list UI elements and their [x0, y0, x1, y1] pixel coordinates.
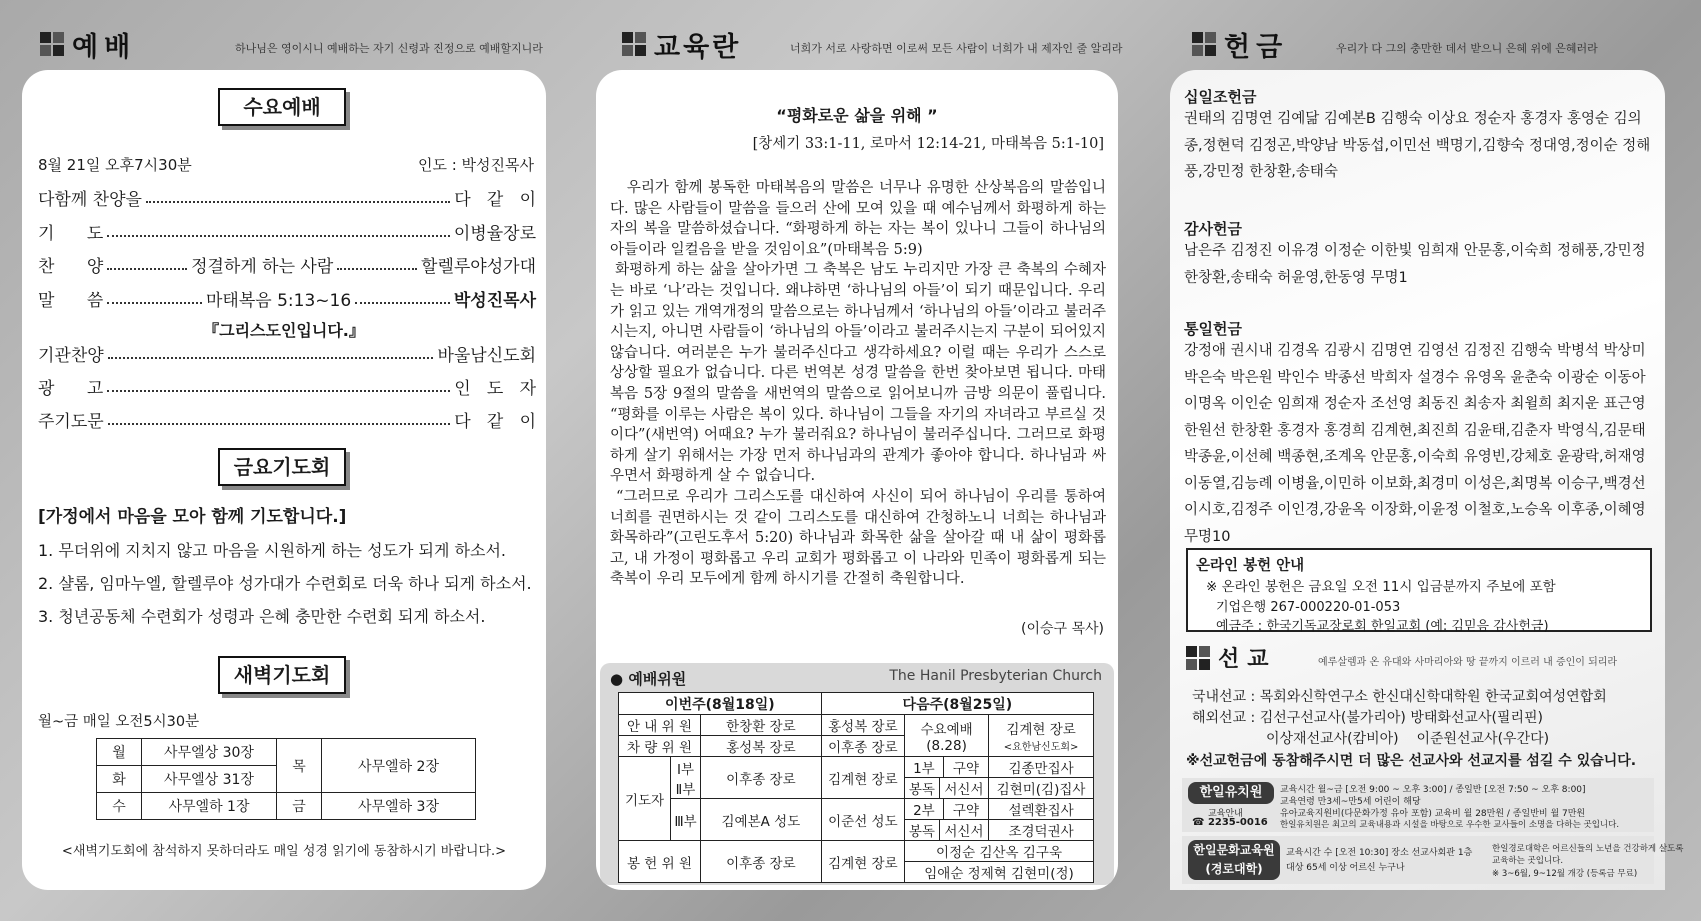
order-row: 찬 양 정결하게 하는 사람 할렐루야성가대 — [38, 256, 536, 277]
article-title: “평화로운 삶을 위해 ” — [776, 106, 938, 125]
mission-header: 선교 — [1186, 642, 1277, 673]
bullet-icon: ● — [610, 670, 629, 688]
section-square-icon — [40, 32, 64, 56]
online-note: ※ 온라인 봉헌은 금요일 오전 11시 입금분까지 주보에 포함 — [1206, 579, 1556, 595]
kindergarten-sub: 교육안내 — [1208, 809, 1243, 819]
thanks-title: 감사헌금 — [1184, 220, 1242, 238]
kindergarten-line: 교육시간 월~금 [오전 9:00 ~ 오후 3:00] / 종일반 [오전 7:50 ~ 오후 8:00] — [1280, 785, 1586, 795]
domestic-mission: 국내선교 : 목회와신학연구소 한신대신학대학원 한국교회여성연합회 — [1192, 689, 1607, 705]
online-title: 온라인 봉헌 안내 — [1196, 558, 1305, 574]
worship-panel — [22, 70, 546, 890]
senior-badge: 한일문화교육원 (경로대학) — [1188, 840, 1280, 880]
senior-line: 교육시간 수 [오전 10:30] 장소 선교사회관 1층 — [1286, 848, 1473, 858]
section-verse: 너희가 서로 사랑하면 이로써 모든 사람이 너희가 내 제자인 줄 알리라 — [790, 42, 1123, 55]
kindergarten-line: 유아교육지원비(다문화가정 유아 포함) 교육비 월 28만원 / 종일반비 월 7만원 — [1280, 809, 1586, 819]
senior-note: ※ 3~6월, 9~12월 개강 (등록금 무료) — [1492, 869, 1638, 879]
wed-date: 8월 21일 오후7시30분 — [38, 156, 192, 174]
unity-names: 강정애 권시내 김경옥 김광시 김명연 김영선 김정진 김행숙 박병석 박상미 박은숙 박은원 박인수 박종선 박희자 설경수 유영옥 윤춘숙 이광순 이동아 이명옥 이인순 임희재 정순자 조선영 최동진 최송자 최윌희 최지운 표근영 한원선 한창환 홍경자 홍경희 김계현,최진희 김윤태,김춘자 박영식,김문태 박종윤,이선혜 백종현,조계옥 안문홍,이숙희 유영빈,강체호 윤광락,허재영 이동열,김능례 이병율,이민하 이보화,최경미 이성은,최명복 이승구,백경선 이시호,김정주 이인경,강윤옥 이장화,이윤정 이철호,노승옥 이후종,이혜영 무명10 — [1184, 343, 1646, 545]
section-verse: 우리가 다 그의 충만한 데서 받으니 은혜 위에 은혜러라 — [1336, 42, 1598, 55]
order-row: 기 도 이병율장로 — [38, 223, 536, 244]
section-title: 교육란 — [654, 31, 742, 63]
article-scripture: [창세기 33:1-11, 로마서 12:14-21, 마태복음 5:1-10] — [752, 136, 1104, 152]
fri-prayer-title: 금요기도회 — [218, 448, 346, 486]
article-author: (이승구 목사) — [1021, 621, 1104, 637]
mission-verse: 예루살렘과 온 유대와 사마리아와 땅 끝까지 이르러 내 증인이 되리라 — [1318, 657, 1618, 668]
thanks-names: 남은주 김정진 이유경 이정순 이한빛 임희재 안문홍,이숙희 정해풍,강민정 한창환,송태숙 허윤영,한동영 무명1 — [1184, 243, 1646, 286]
wed-leader: 인도 : 박성진목사 — [417, 156, 534, 174]
fri-heading: [가정에서 마음을 모아 함께 기도합니다.] — [38, 507, 347, 527]
section-square-icon — [622, 32, 646, 56]
kindergarten-badge: 한일유치원 — [1188, 782, 1274, 804]
mission-note: ※선교헌금에 동참해주시면 더 많은 선교사와 선교지를 섬길 수 있습니다. — [1186, 753, 1637, 769]
section-title: 헌금 — [1224, 31, 1289, 63]
church-name: The Hanil Presbyterian Church — [889, 668, 1102, 684]
order-row: 말 씀 마태복음 5:13~16 박성진목사 — [38, 290, 536, 311]
offering-header — [1192, 24, 1288, 64]
education-header — [622, 24, 741, 64]
wed-service-title: 수요예배 — [218, 88, 346, 126]
prayer-item: 2. 샬롬, 임마누엘, 할렐루야 성가대가 수련회로 더욱 하나 되게 하소서. — [38, 574, 532, 593]
senior-note: 한일경로대학은 어르신들의 노년을 건강하게 살도록 — [1492, 844, 1684, 854]
order-row: 주기도문 다 같 이 — [38, 411, 536, 432]
account-holder: 예금주 : 한국기독교장로회 한일교회 (예: 김믿음 감사헌금) — [1216, 619, 1549, 634]
section-square-icon — [1192, 32, 1216, 56]
dawn-note: <새벽기도회에 참석하지 못하더라도 매일 성경 읽기에 동참하시기 바랍니다.> — [61, 844, 507, 859]
prayer-item: 3. 청년공동체 수련회가 성령과 은혜 충만한 수련회 되게 하소서. — [38, 607, 486, 626]
prayer-item: 1. 무더위에 지치지 않고 마음을 시원하게 하는 성도가 되게 하소서. — [38, 541, 506, 560]
order-row: 기관찬양 바울남신도회 — [38, 345, 536, 366]
worship-header — [40, 24, 136, 64]
section-square-icon — [1186, 646, 1210, 670]
kindergarten-line: 교육연령 만3세~만5세 어린이 해당 — [1280, 797, 1421, 807]
order-row: 광 고 인 도 자 — [38, 378, 536, 399]
dawn-prayer-title: 새벽기도회 — [218, 656, 346, 694]
education-panel — [596, 70, 1118, 890]
order-row: 다함께 찬양을 다 같 이 — [38, 189, 536, 210]
offering-panel — [1170, 70, 1684, 890]
article-body: 우리가 함께 봉독한 마태복음의 말씀은 너무나 유명한 산상복음의 말씀입니다. 많은 사람들이 말씀을 들으러 산에 모여 있을 때 예수님께서 화평하게 하는 자의 복을 말씀하셨습니다. “화평하게 하는 자는 복이 있나니 그들이 하나님의 아들이라 일컬음을 받을 것임이요”(마태복음 5:9) 화평하게 하는 삶을 살아가면 그 축복은 남도 누리지만 가장 큰 축복의 수혜자는 바로 ‘나’라는 것입니다. 왜냐하면 ‘하나님의 아들’이 되기 때문입니다. 우리가 읽고 있는 개역개정의 말씀으로는 하나님께서 ‘하나님의 아들’이라고 불러주시는지, 아니면 사람들이 ‘하나님의 아들’이라고 불러주시는지 구분이 되어있지 않습니다. 여러분은 누가 불러주신다고 생각하세요? 이럴 때는 우리가 스스로 상상할 필요가 없습니다. 다른 번역본 성경 말씀을 한번 찾아보면 됩니다. 마태복음 5장 9절의 말씀을 새번역의 말씀으로 읽어보니까 금방 의문이 풀립니다. “평화를 이루는 사람은 복이 있다. 하나님이 그들을 자기의 자녀라고 부르실 것이다”(새번역) 어때요? 누가 불러줘요? 하나님이 불러주십니다. 그러므로 화평하게 살기 위해서는 가장 먼저 하나님과의 관계가 좋아야 합니다. 하나님과 싸우면서 화평하게 살 수 없습니다. “그러므로 우리가 그리스도를 대신하여 사신이 되어 하나님이 우리를 통하여 너희를 권면하시는 것 같이 그리스도를 대신하여 간청하노니 너희는 하나님과 화목하라”(고린도후서 5:20) 하나님과 화목한 삶을 살아갈 때 내 삶이 평화롭고, 내 가정이 평화롭고 우리 교회가 평화롭고 이 나라와 민족이 평화롭게 되는 축복이 우리 모두에게 함께 하시기를 간절히 축원합니다. — [610, 180, 1107, 588]
kindergarten-line: 한일유치원은 최고의 교육내용과 시설을 바탕으로 우수한 교사들이 소명을 다하는 곳입니다. — [1280, 820, 1620, 830]
kindergarten-tel: ☎ 2235-0016 — [1192, 817, 1268, 828]
sermon-title: 『그리스도인입니다.』 — [203, 321, 365, 340]
section-verse: 하나님은 영이시니 예배하는 자기 신령과 진정으로 예배할지니라 — [235, 42, 543, 55]
tithe-names: 권태의 김명연 김예닮 김예본B 김행숙 이상요 정순자 홍경자 홍영순 김의종,정현덕 김정곤,박양남 박동섭,이민선 백명기,김향숙 정대영,정이순 정해풍,강민정 한창환,송태숙 — [1184, 111, 1651, 180]
senior-note: 교육하는 곳입니다. — [1492, 856, 1564, 866]
senior-line: 대상 65세 이상 어르신 누구나 — [1286, 863, 1405, 873]
bank-account: 기업은행 267-000220-01-053 — [1216, 600, 1401, 615]
committee-table: 이번주(8월18일) 다음주(8월25일) 안 내 위 원 한창환 장로 홍성복 장로 수요예배 (8.28) 김계현 장로 <요한남신도회> 차 량 위 원 홍성복 장로 이후종 장로 기도자 Ⅰ부 Ⅱ부 이후종 장로 김계현 장로 1부 구약 김종만집사 봉독 서신서 김현미(김)집사 Ⅲ부 김예본A 성도 이준선 성도 2부 구약 설렉환집사 봉독 서신서 조경덕권사 봉 헌 위 원 이후종 장로 김계현 장로 이정순 김산옥 김구욱 임애순 정제혁 김현미(정) — [618, 692, 1094, 883]
dawn-time: 월~금 매일 오전5시30분 — [38, 714, 200, 730]
unity-title: 통일헌금 — [1184, 320, 1242, 338]
overseas-mission-2: 이상재선교사(캄비아) 이준원선교사(우간다) — [1266, 731, 1550, 747]
committee-title: ● 예배위원 — [610, 670, 687, 688]
tithe-title: 십일조헌금 — [1184, 88, 1257, 106]
section-title: 예배 — [72, 31, 137, 63]
overseas-mission: 해외선교 : 김선구선교사(불가리아) 방태화선교사(필리핀) — [1192, 710, 1543, 726]
dawn-reading-table: 월 사무엘상 30장 목 사무엘하 2장 화 사무엘상 31장 수 사무엘하 1장 금 사무엘하 3장 — [96, 738, 476, 820]
